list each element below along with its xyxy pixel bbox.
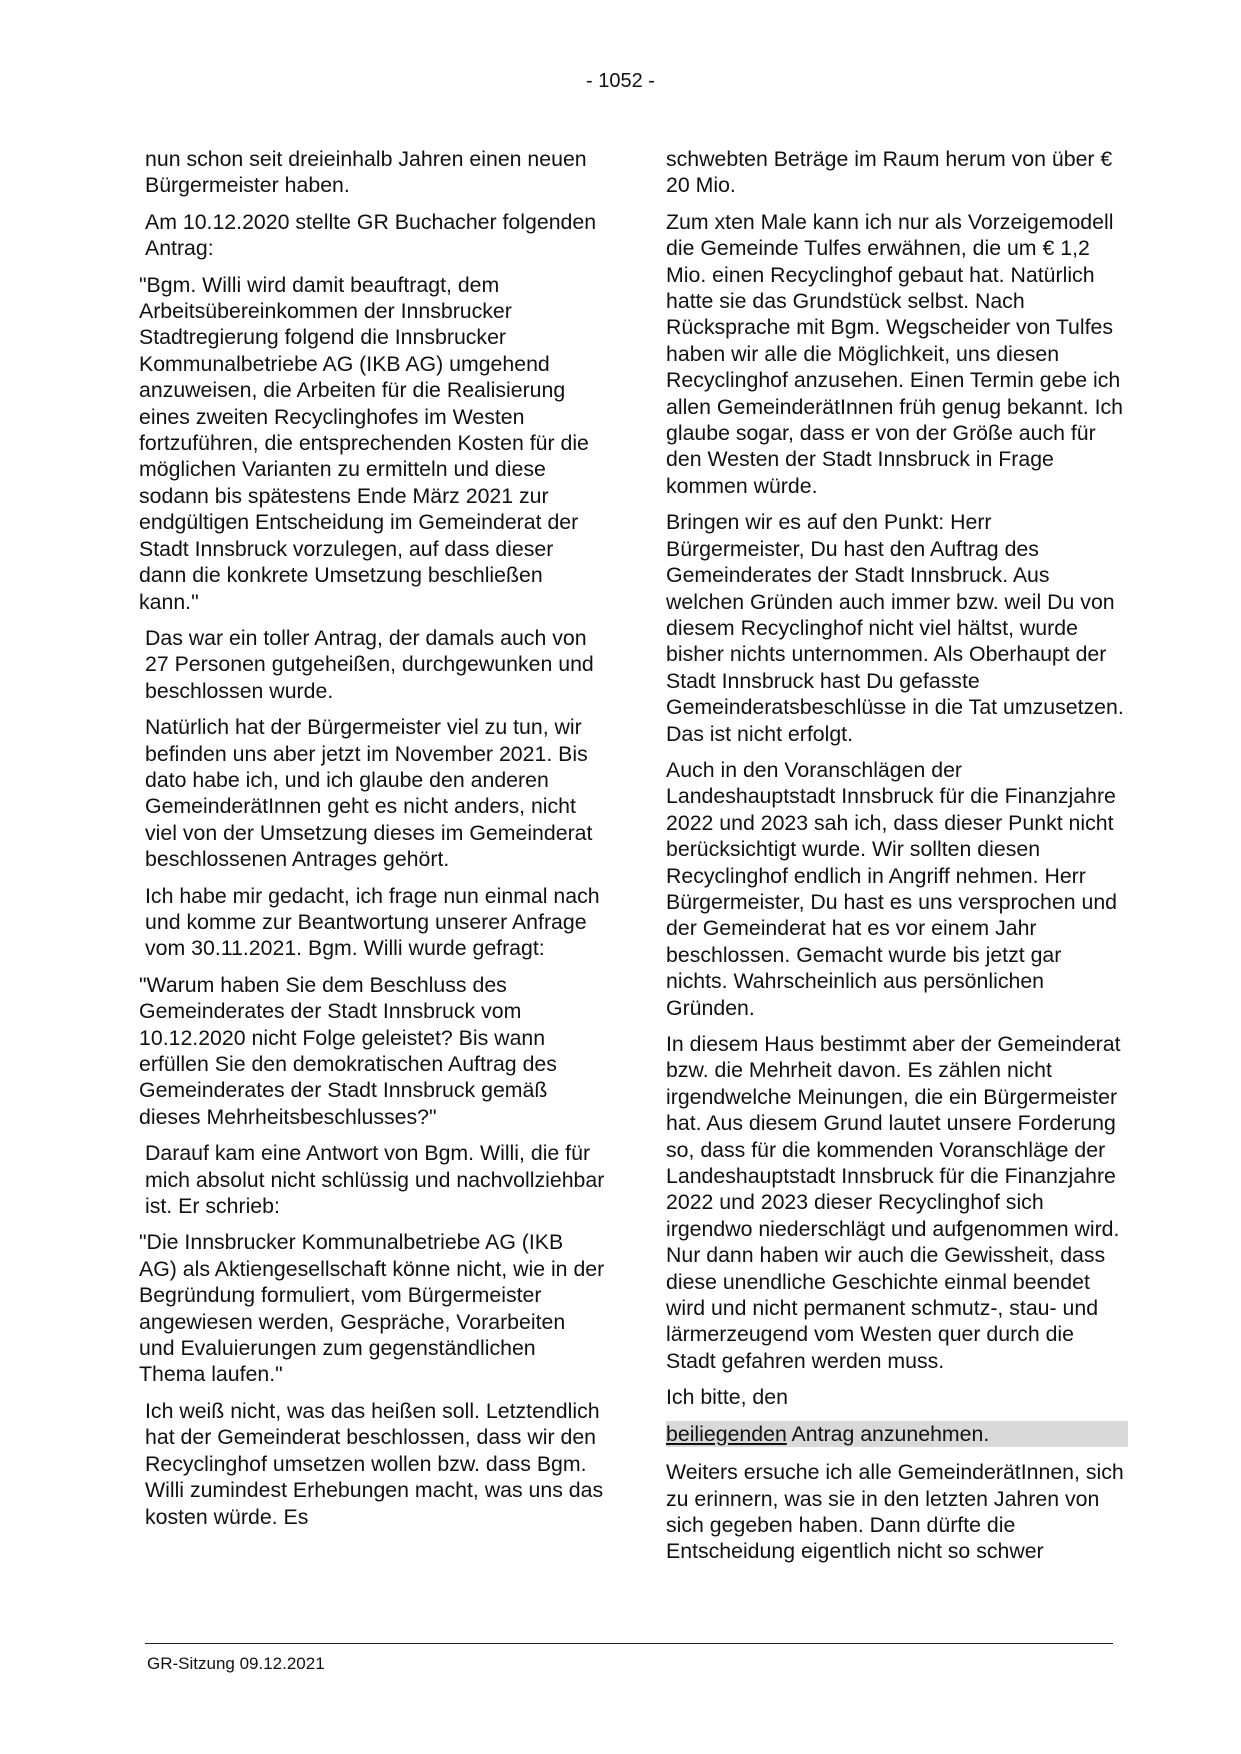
right-column: [666, 146, 1128, 1575]
footer-divider: [145, 1643, 1113, 1644]
page-number: - 1052 -: [586, 70, 655, 92]
highlight-text: Antrag anzunehmen.: [786, 1421, 990, 1446]
quote-motion: "Bgm. Willi wird damit beauftragt, dem Arbeitsübereinkommen der Innsbrucker Stadtregierung folgend die Innsbrucker Kommunalbetriebe AG (IKB AG) umgehend anzuweisen, die Arbeiten für die Realisierung eines zweiten Recyclinghofes im Westen fortzuführen, die entsprechenden Kosten für die möglichen Varianten zu ermitteln und diese sodann bis spätestens Ende März 2021 zur endgültigen Entscheidung im Gemeinderat der Stadt Innsbruck vorzulegen, auf dass dieser dann die konkrete Umsetzung beschließen kann.": [139, 272, 589, 614]
paragraph: Zum xten Male kann ich nur als Vorzeigemodell die Gemeinde Tulfes erwähnen, die um € 1,2 Mio. einen Recyclinghof gebaut hat. Natürlich hatte sie das Grundstück selbst. Nach Rücksprache mit Bgm. Wegscheider von Tulfes haben wir alle die Möglichkeit, uns diesen Recyclinghof anzusehen. Einen Termin gebe ich allen GemeinderätInnen früh genug bekannt. Ich glaube sogar, dass er von der Größe auch für den Westen der Stadt Innsbruck in Frage kommen würde.: [666, 209, 1124, 498]
paragraph: nun schon seit dreieinhalb Jahren einen neuen Bürgermeister haben.: [145, 147, 587, 198]
paragraph: Das war ein toller Antrag, der damals auch von 27 Personen gutgeheißen, durchgewunken und beschlossen wurde.: [145, 625, 594, 703]
paragraph: Auch in den Voranschlägen der Landeshauptstadt Innsbruck für die Finanzjahre 2022 und 2023 sah ich, dass dieser Punkt nicht berücksichtigt wurde. Wir sollten diesen Recyclinghof endlich in Angriff nehmen. Herr Bürgermeister, Du hast es uns versprochen und der Gemeinderat hat es vor einem Jahr beschlossen. Gemacht wurde bis jetzt gar nichts. Wahrscheinlich aus persönlichen Gründen.: [666, 757, 1118, 1020]
paragraph: schwebten Beträge im Raum herum von über € 20 Mio.: [666, 147, 1113, 198]
paragraph: Am 10.12.2020 stellte GR Buchacher folgenden Antrag:: [145, 209, 597, 261]
paragraph: Ich habe mir gedacht, ich frage nun einmal nach und komme zur Beantwortung unserer Anfrage vom 30.11.2021. Bgm. Willi wurde gefragt:: [145, 883, 600, 961]
paragraph: Natürlich hat der Bürgermeister viel zu tun, wir befinden uns aber jetzt im November 2021. Bis dato habe ich, und ich glaube den anderen GemeinderätInnen geht es nicht anders, nicht viel von der Umsetzung dieses im Gemeinderat beschlossenen Antrages gehört.: [145, 715, 593, 872]
paragraph: In diesem Haus bestimmt aber der Gemeinderat bzw. die Mehrheit davon. Es zählen nicht irgendwelche Meinungen, die ein Bürgermeister hat. Aus diesem Grund lautet unsere Forderung so, dass für die kommenden Voranschläge der Landeshauptstadt Innsbruck für die Finanzjahre 2022 und 2023 dieser Recyclinghof sich irgendwo niederschlägt und aufgenommen wird. Nur dann haben wir auch die Gewissheit, dass diese unendliche Geschichte einmal beendet wird und nicht permanent schmutz-, stau- und lärmerzeugend vom Westen quer durch die Stadt gefahren werden muss.: [666, 1032, 1121, 1373]
paragraph: Bringen wir es auf den Punkt: Herr Bürgermeister, Du hast den Auftrag des Gemeinderates der Stadt Innsbruck. Aus welchen Gründen auch immer bzw. weil Du von diesem Recyclinghof nicht viel hältst, wurde bisher nichts unternommen. Als Oberhaupt der Stadt Innsbruck hast Du gefasste Gemeinderatsbeschlüsse in die Tat umzusetzen. Das ist nicht erfolgt.: [666, 510, 1124, 746]
quote-answer: "Die Innsbrucker Kommunalbetriebe AG (IKB AG) als Aktiengesellschaft könne nicht, wie in der Begründung formuliert, vom Bürgermeister angewiesen werden, Gespräche, Vorarbeiten und Evaluierungen zum gegenständlichen Thema laufen.": [139, 1230, 605, 1387]
paragraph: Ich weiß nicht, was das heißen soll. Letztendlich hat der Gemeinderat beschlossen, dass wir den Recyclinghof umsetzen wollen bzw. dass Bgm. Willi zumindest Erhebungen macht, was uns das kosten würde. Es: [145, 1398, 604, 1529]
paragraph: Ich bitte, den: [666, 1385, 788, 1410]
paragraph: Weiters ersuche ich alle GemeinderätInnen, sich zu erinnern, was sie in den letzten Jahren von sich gegeben haben. Dann dürfte die Entscheidung eigentlich nicht so schwer: [666, 1460, 1124, 1564]
footer-session-label: GR-Sitzung 09.12.2021: [147, 1654, 325, 1673]
attachment-link[interactable]: beiliegenden: [666, 1421, 787, 1446]
quote-question: "Warum haben Sie dem Beschluss des Gemeinderates der Stadt Innsbruck vom 10.12.2020 nicht Folge geleistet? Bis wann erfüllen Sie den demokratischen Auftrag des Gemeinderates der Stadt Innsbruck gemäß dieses Mehrheitsbeschlusses?": [139, 972, 557, 1129]
left-column: [139, 146, 605, 1540]
highlighted-line: [666, 1421, 1128, 1447]
paragraph: Darauf kam eine Antwort von Bgm. Willi, die für mich absolut nicht schlüssig und nachvollziehbar ist. Er schrieb:: [145, 1141, 605, 1219]
